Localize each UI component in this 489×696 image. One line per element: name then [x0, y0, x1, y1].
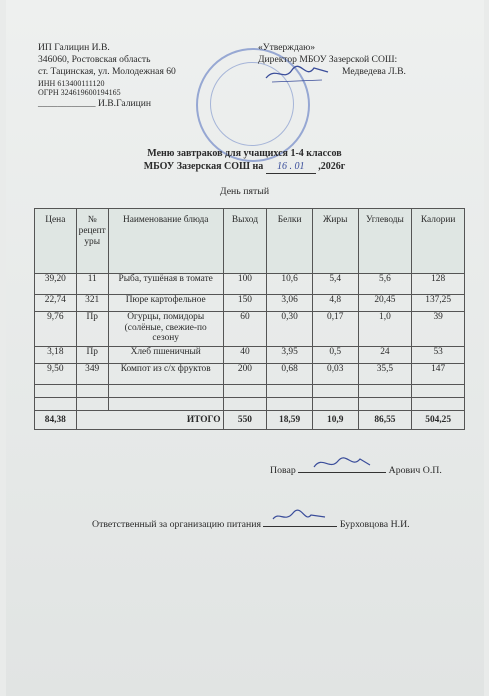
supplier-address-2: ст. Тацинская, ул. Молодежная 60 [38, 66, 176, 78]
cell-fat: 0,03 [312, 364, 358, 385]
cook-signature-line [298, 463, 386, 473]
responsible-name: Бурховцова Н.И. [339, 519, 410, 530]
table-row [35, 312, 465, 347]
supplier-signature-line: ____________ И.В.Галицин [38, 97, 152, 109]
cell-calories: 39 [412, 312, 465, 347]
cell-carbs: 24 [358, 347, 412, 364]
cell-calories: 137,25 [412, 295, 465, 312]
cell-fat: 0,5 [312, 347, 358, 364]
cell-fat: 4,8 [312, 295, 358, 312]
day-label: День пятый [219, 186, 270, 197]
cell-carbs: 5,6 [358, 274, 412, 295]
total-price: 84,38 [35, 411, 77, 430]
total-row [35, 411, 465, 430]
cook-line [270, 463, 442, 476]
cell-calories: 128 [412, 274, 465, 295]
cell-protein: 0,30 [267, 312, 313, 347]
cell-output: 200 [223, 364, 267, 385]
cell-recipe: Пр [76, 347, 108, 364]
responsible-signature-line [263, 517, 337, 527]
cell-price: 9,76 [35, 312, 77, 347]
cell-carbs: 35,5 [358, 364, 412, 385]
cook-label: Повар [270, 465, 296, 476]
cook-name: Арович О.П. [388, 465, 442, 476]
cell-recipe: 11 [76, 274, 108, 295]
supplier-block [38, 42, 176, 110]
supplier-name: ИП Галицин И.В. [38, 42, 110, 53]
total-output: 550 [223, 411, 267, 430]
cell-output: 150 [223, 295, 267, 312]
cell-dish: Рыба, тушёная в томате [108, 274, 223, 295]
cell-dish: Огурцы, помидоры (солёные, свежие-по сезону [108, 312, 223, 347]
cell-price: 39,20 [35, 274, 77, 295]
cell-protein: 0,68 [267, 364, 313, 385]
cell-dish: Хлеб пшеничный [108, 347, 223, 364]
table-row [35, 364, 465, 385]
cell-carbs: 20,45 [358, 295, 412, 312]
cell-fat: 5,4 [312, 274, 358, 295]
header-dish: Наименование блюда [108, 209, 223, 274]
header-protein: Белки [267, 209, 313, 274]
responsible-label: Ответственный за организацию питания [92, 519, 261, 530]
cell-protein: 3,06 [267, 295, 313, 312]
menu-title-year: ,2026г [318, 160, 346, 172]
cell-recipe: 321 [76, 295, 108, 312]
total-label: ИТОГО [76, 411, 223, 430]
cell-protein: 10,6 [267, 274, 313, 295]
table-row [35, 347, 465, 364]
total-calories: 504,25 [412, 411, 465, 430]
table-row [35, 295, 465, 312]
cell-recipe: Пр [76, 312, 108, 347]
approval-position: Директор МБОУ Зазерской СОШ: [258, 54, 398, 66]
cell-price: 22,74 [35, 295, 77, 312]
menu-title [0, 148, 489, 174]
cell-calories: 53 [412, 347, 465, 364]
supplier-inn: ИНН 613400111120 [38, 78, 105, 88]
total-carbs: 86,55 [358, 411, 412, 430]
menu-title-line-2 [0, 161, 489, 175]
cell-price: 3,18 [35, 347, 77, 364]
cell-dish: Компот из с/х фруктов [108, 364, 223, 385]
cell-price: 9,50 [35, 364, 77, 385]
total-fat: 10,9 [312, 411, 358, 430]
cell-protein: 3,95 [267, 347, 313, 364]
cook-signature [312, 453, 372, 473]
header-calories: Калории [412, 209, 465, 274]
menu-title-line-1: Меню завтраков для учащихся 1-4 классов [147, 148, 342, 159]
header-price: Цена [35, 209, 77, 274]
empty-row [35, 398, 465, 411]
header-carbs: Углеводы [358, 209, 412, 274]
menu-title-school: МБОУ Зазерская СОШ на [143, 160, 264, 172]
cell-output: 60 [223, 312, 267, 347]
cell-recipe: 349 [76, 364, 108, 385]
header-fat: Жиры [312, 209, 358, 274]
cell-output: 40 [223, 347, 267, 364]
total-protein: 18,59 [267, 411, 313, 430]
director-signature [262, 62, 332, 84]
menu-table [34, 208, 465, 430]
responsible-line [92, 517, 410, 530]
cell-dish: Пюре картофельное [108, 295, 223, 312]
supplier-ogrn: ОГРН 324619600194165 [38, 88, 121, 98]
cell-carbs: 1,0 [358, 312, 412, 347]
empty-row [35, 385, 465, 398]
table-row [35, 274, 465, 295]
cell-calories: 147 [412, 364, 465, 385]
approval-name: Медведева Л.В. [342, 66, 406, 78]
table-header-row [35, 209, 465, 274]
approval-title: «Утверждаю» [258, 42, 316, 53]
menu-date: 16 . 01 [266, 161, 316, 175]
cell-output: 100 [223, 274, 267, 295]
cell-fat: 0,17 [312, 312, 358, 347]
responsible-signature [271, 507, 327, 527]
header-recipe: № рецепт уры [76, 209, 108, 274]
header-output: Выход [223, 209, 267, 274]
supplier-address-1: 346060, Ростовская область [38, 54, 151, 66]
